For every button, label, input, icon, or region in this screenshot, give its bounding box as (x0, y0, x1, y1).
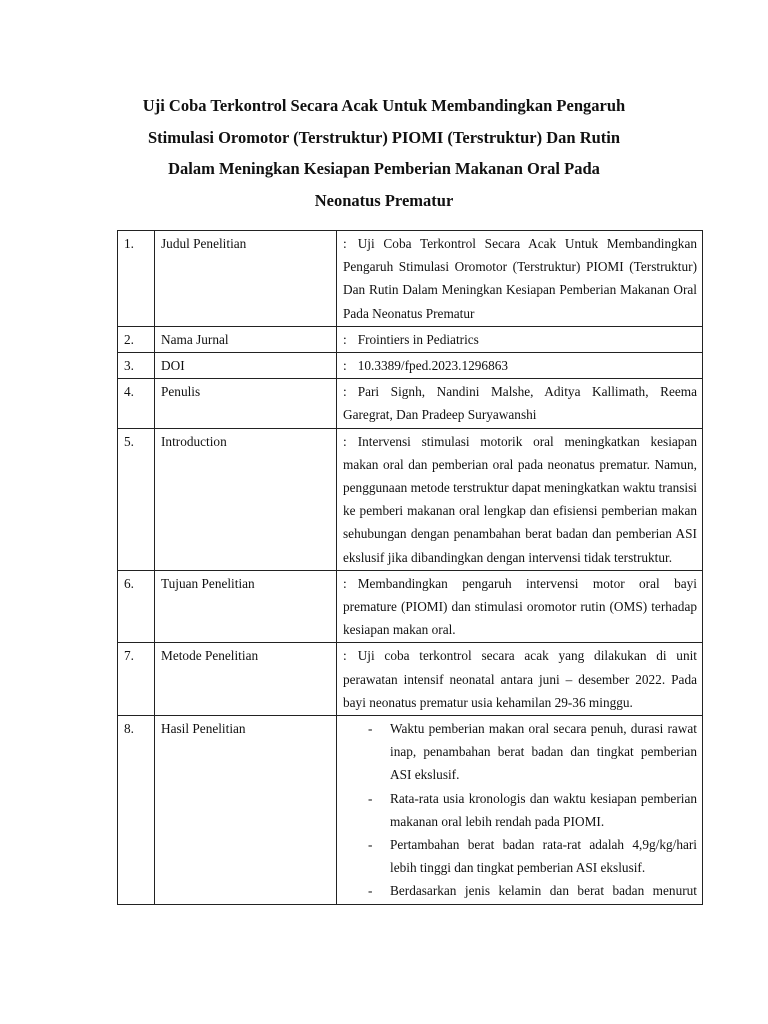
row-number: 1. (118, 231, 155, 327)
table-row (118, 716, 703, 905)
row-number: 5. (118, 428, 155, 570)
dash-bullet: - (368, 790, 373, 806)
row-label: Tujuan Penelitian (155, 570, 337, 643)
row-value (337, 643, 703, 716)
colon-separator: : (343, 331, 347, 347)
title-line-1: Uji Coba Terkontrol Secara Acak Untuk Membandingkan Pengaruh (142, 96, 626, 115)
row-value (337, 716, 703, 905)
row-value (337, 428, 703, 570)
colon-separator: : (343, 433, 347, 449)
table-row (118, 379, 703, 428)
row-value (337, 231, 703, 327)
row-label: Judul Penelitian (155, 231, 337, 327)
list-item (343, 833, 697, 879)
dash-bullet: - (368, 721, 373, 737)
row-label: Introduction (155, 428, 337, 570)
row-number: 7. (118, 643, 155, 716)
result-text: Pertambahan berat badan rata-rat adalah 4,9g/kg/hari lebih tinggi dan tingkat pemberian ASI ekslusif. (390, 837, 697, 876)
list-item (343, 879, 697, 902)
row-number: 3. (118, 353, 155, 379)
colon-separator: : (343, 236, 347, 251)
row-label: Metode Penelitian (155, 643, 337, 716)
colon-separator: : (343, 648, 347, 664)
dash-bullet: - (368, 883, 373, 899)
row-number: 4. (118, 379, 155, 428)
row-number: 8. (118, 716, 155, 905)
row-value (337, 379, 703, 428)
document-title (100, 90, 668, 216)
row-value (337, 353, 703, 379)
research-title-value: Uji Coba Terkontrol Secara Acak Untuk Membandingkan Pengaruh Stimulasi Oromotor (Terstruktur) PIOMI (Terstruktur) Dan Rutin Dalam Meningkan Kesiapan Pemberian Makanan Oral Pada Neonatus Prematur (343, 236, 697, 321)
result-text: Rata-rata usia kronologis dan waktu kesiapan pemberian makanan oral lebih rendah pada PIOMI. (390, 790, 697, 829)
row-label: DOI (155, 353, 337, 379)
row-value (337, 326, 703, 352)
table-row (118, 428, 703, 570)
colon-separator: : (343, 575, 347, 591)
journal-name-value: Frointiers in Pediatrics (357, 331, 479, 347)
dash-bullet: - (368, 837, 373, 853)
colon-separator: : (343, 358, 347, 374)
list-item (343, 787, 697, 833)
title-line-4: Neonatus Prematur (314, 190, 454, 210)
row-label: Nama Jurnal (155, 326, 337, 352)
list-item (343, 717, 697, 787)
row-label: Hasil Penelitian (155, 716, 337, 905)
row-label: Penulis (155, 379, 337, 428)
table-row (118, 643, 703, 716)
results-list (343, 717, 697, 903)
colon-separator: : (343, 384, 347, 400)
row-number: 2. (118, 326, 155, 352)
doi-value: 10.3389/fped.2023.1296863 (357, 358, 509, 374)
result-text: Waktu pemberian makan oral secara penuh, durasi rawat inap, penambahan berat badan dan tingkat pemberian ASI ekslusif. (390, 721, 697, 783)
table-row (118, 326, 703, 352)
table-row (118, 231, 703, 327)
authors-value: Pari Signh, Nandini Malshe, Aditya Kallimath, Reema Garegrat, Dan Pradeep Suryawanshi (343, 384, 697, 423)
method-value: Uji coba terkontrol secara acak yang dilakukan di unit perawatan intensif neonatal antara juni – desember 2022. Pada bayi neonatus prematur usia kehamilan 29-36 minggu. (343, 648, 697, 710)
table-row (118, 570, 703, 643)
title-line-3: Dalam Meningkan Kesiapan Pemberian Makanan Oral Pada (168, 159, 600, 178)
row-number: 6. (118, 570, 155, 643)
result-text: Berdasarkan jenis kelamin dan berat badan menurut (390, 883, 697, 899)
row-value (337, 570, 703, 643)
journal-review-table (117, 230, 703, 905)
title-line-2: Stimulasi Oromotor (Terstruktur) PIOMI (Terstruktur) Dan Rutin (147, 127, 621, 147)
introduction-value: Intervensi stimulasi motorik oral meningkatkan kesiapan makan oral dan pemberian oral pada neonatus prematur. Namun, penggunaan metode terstruktur dapat meningkatkan waktu transisi ke pemberi makanan oral lengkap dan efisiensi pemberian makan sehubungan dengan penambahan berat badan dan pemberian ASI ekslusif jika dibandingkan dengan intervensi tidak terstruktur. (343, 433, 697, 565)
objective-value: Membandingkan pengaruh intervensi motor oral bayi premature (PIOMI) dan stimulasi oromotor rutin (OMS) terhadap kesiapan makan oral. (343, 575, 697, 638)
table-row (118, 353, 703, 379)
